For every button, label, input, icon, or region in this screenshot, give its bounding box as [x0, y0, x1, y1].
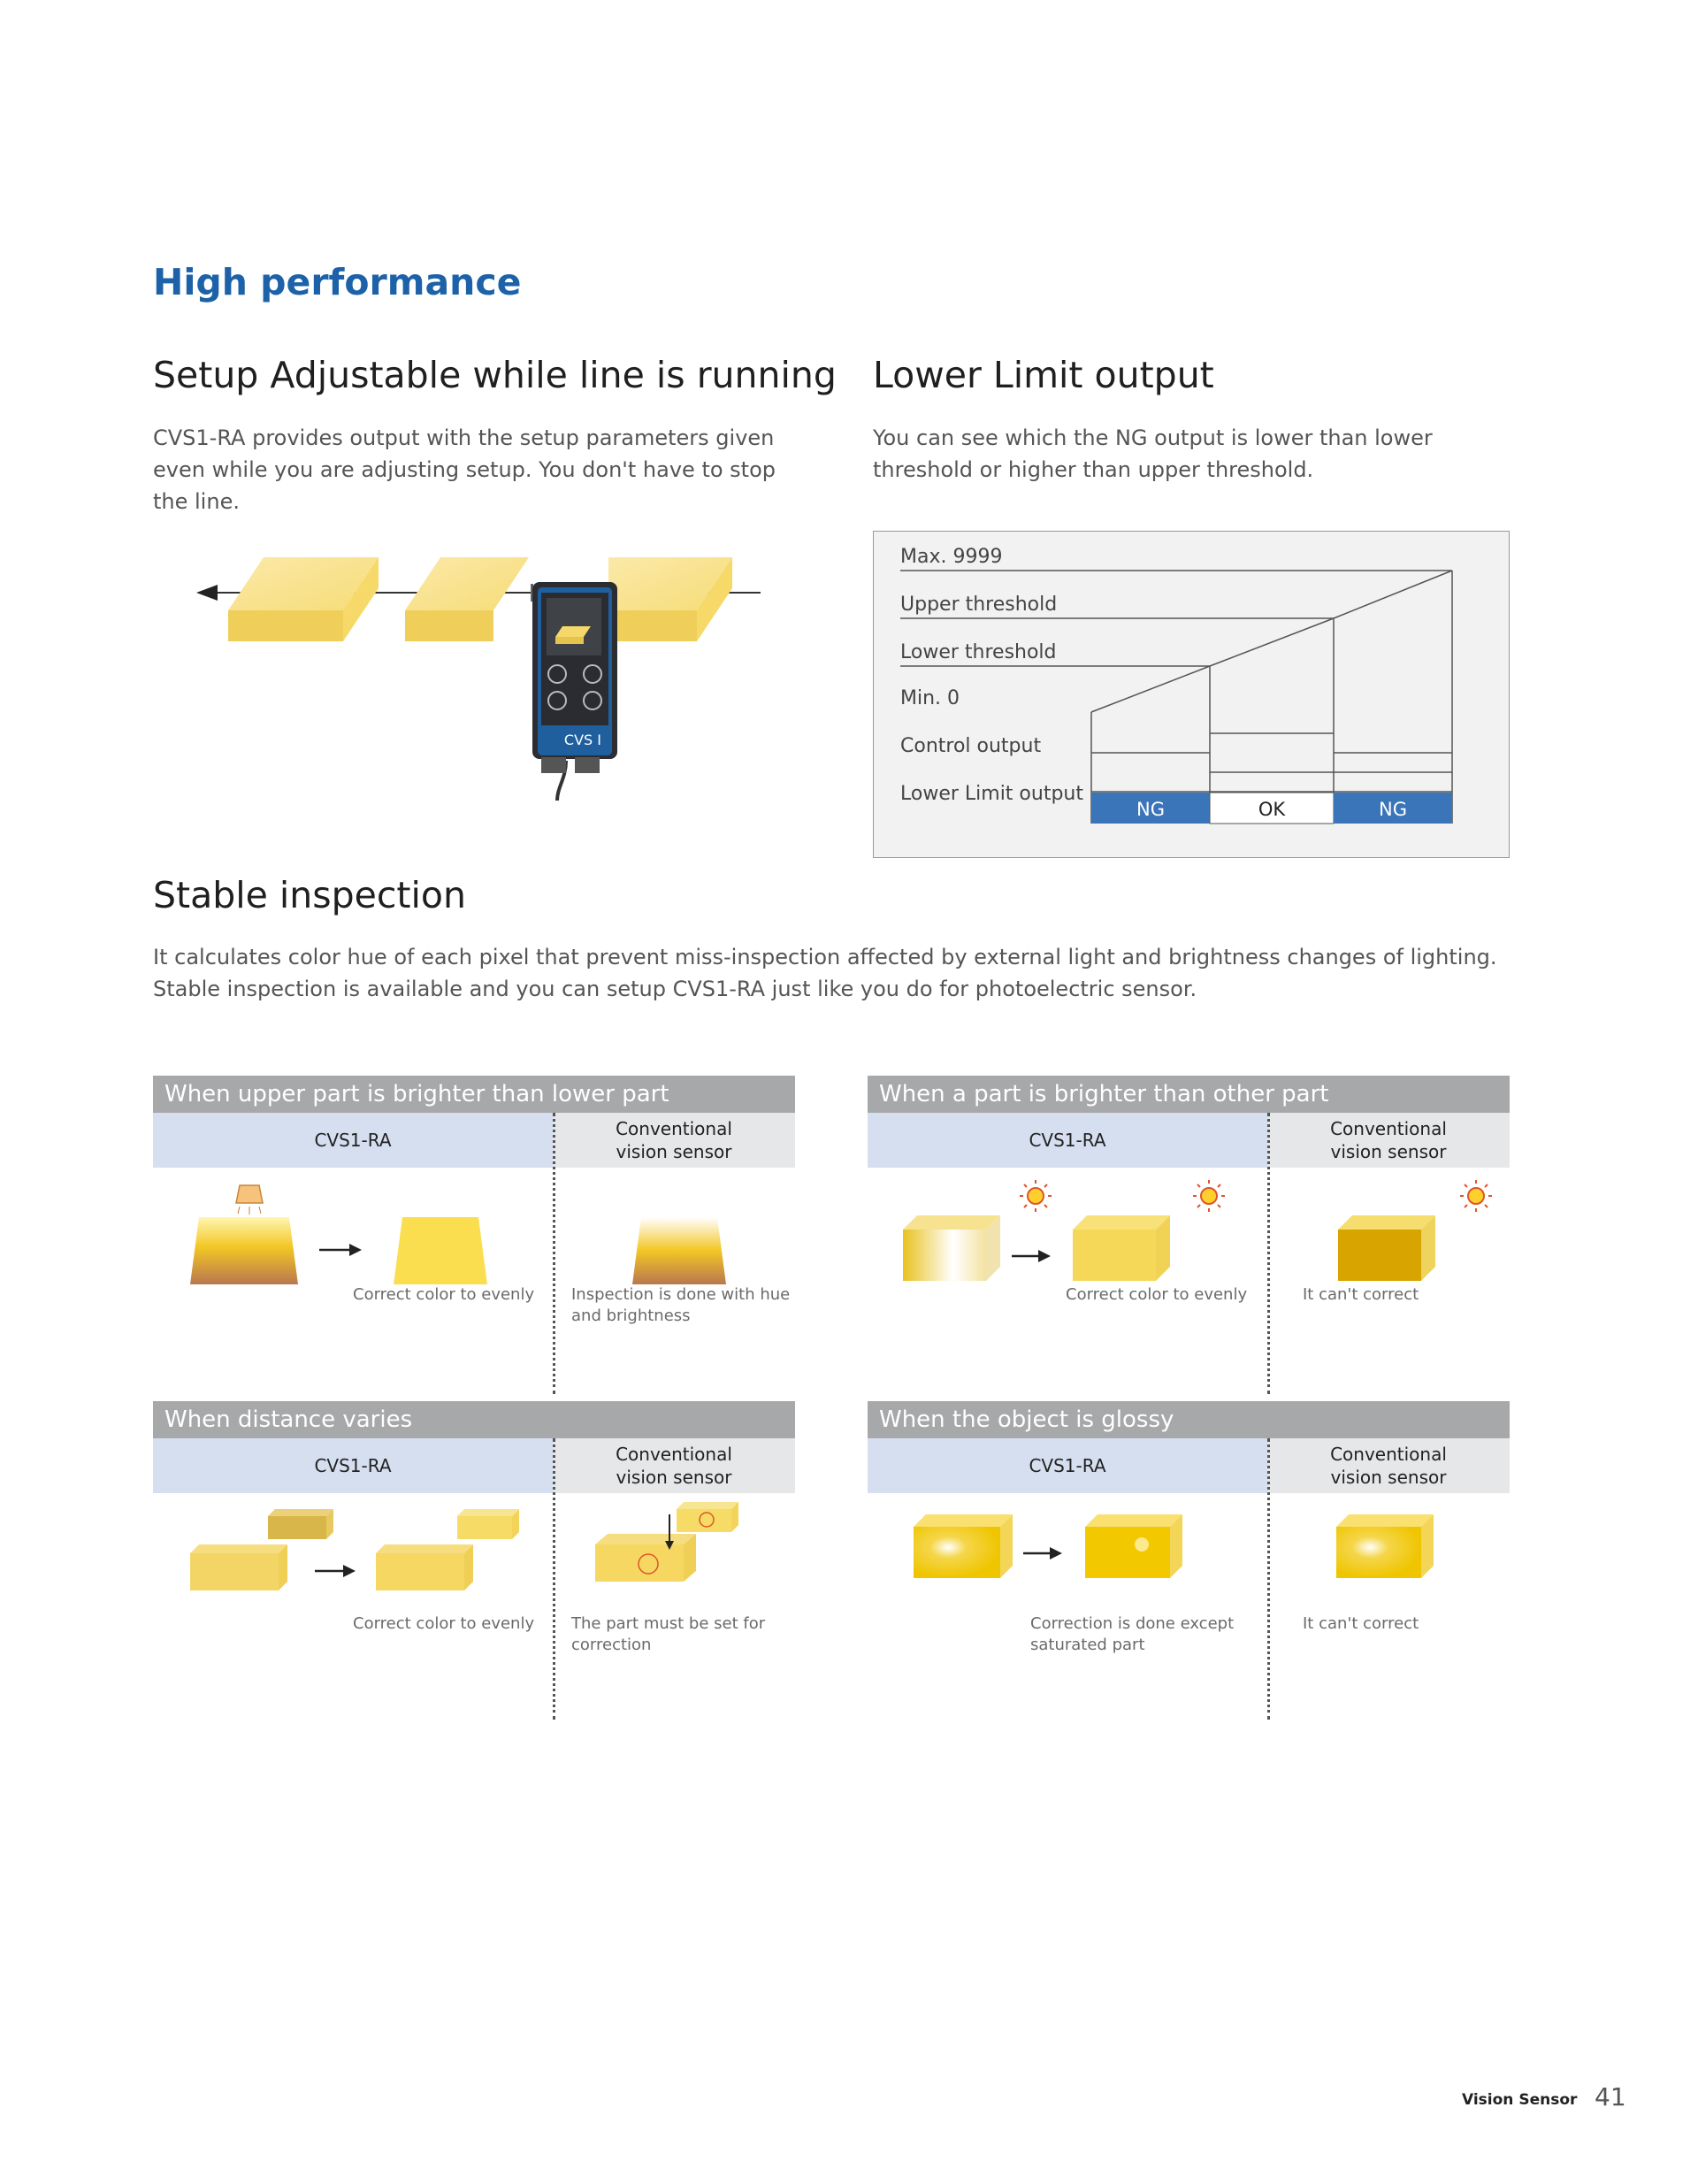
- cube-small: [457, 1509, 519, 1539]
- min-label: Min. 0: [900, 687, 960, 709]
- conveyor-block: [608, 557, 732, 641]
- lamp-icon: [236, 1185, 263, 1215]
- direction-arrow-icon: [196, 585, 218, 601]
- cvs-column-header: CVS1-RA: [153, 1438, 553, 1493]
- max-label: Max. 9999: [900, 546, 1003, 568]
- arrow-icon: [319, 1244, 362, 1256]
- stable-body: It calculates color hue of each pixel that prevent miss-inspection affected by external light and brightness changes of lighting. Stable inspection is available and you can setup CVS1-RA just like you do for photoelectric sensor.: [153, 945, 1497, 1001]
- cube-glossy: [914, 1514, 1013, 1578]
- panel-title: When the object is glossy: [868, 1401, 1510, 1438]
- panel-distance: [153, 1401, 795, 1720]
- caption-left: Correction is done except saturated part: [1030, 1614, 1235, 1654]
- sun-icon: [1460, 1180, 1492, 1212]
- cube-corrected: [1073, 1215, 1170, 1281]
- panel-title: When a part is brighter than other part: [868, 1076, 1510, 1113]
- lower-limit-diagram: [873, 531, 1510, 858]
- panel-title: When distance varies: [153, 1401, 795, 1438]
- conveyor-block: [405, 557, 529, 641]
- page-number: 41: [1595, 2082, 1626, 2111]
- cvs-column-header: CVS1-RA: [868, 1438, 1267, 1493]
- setup-title: Setup Adjustable while line is running: [153, 354, 837, 396]
- lower-limit-body: You can see which the NG output is lower than lower threshold or higher than upper threshold.: [873, 425, 1433, 482]
- conventional-column-header: Conventional vision sensor: [1267, 1438, 1510, 1493]
- cube-uneven: [903, 1215, 1000, 1281]
- cube-corrected: [1085, 1514, 1182, 1578]
- cvs-column-header: CVS1-RA: [868, 1113, 1267, 1168]
- cube-large: [190, 1544, 287, 1590]
- panel-glossy: [868, 1401, 1510, 1720]
- setup-body: CVS1-RA provides output with the setup parameters given even while you are adjusting setup. You don't have to stop the line.: [153, 425, 776, 514]
- sun-icon: [1193, 1180, 1225, 1212]
- svg-text:OK: OK: [1258, 799, 1286, 820]
- control-output-label: Control output: [900, 735, 1042, 757]
- svg-text:NG: NG: [1379, 799, 1407, 820]
- cvs-device: [531, 582, 617, 801]
- conveyor-illustration: [186, 548, 769, 805]
- caption-left: Correct color to evenly: [353, 1614, 535, 1633]
- panel-title: When upper part is brighter than lower part: [153, 1076, 795, 1113]
- caption-left: Correct color to evenly: [353, 1285, 535, 1304]
- arrow-icon: [315, 1565, 356, 1577]
- panel-upper-brighter: [153, 1076, 795, 1394]
- caption-left: Correct color to evenly: [1066, 1285, 1248, 1304]
- cube-small: [677, 1502, 738, 1532]
- arrow-icon: [1023, 1547, 1062, 1559]
- caption-right: It can't correct: [1303, 1285, 1419, 1304]
- lower-threshold-label: Lower threshold: [900, 641, 1057, 663]
- caption-right: Inspection is done with hue and brightness: [571, 1285, 791, 1325]
- upper-threshold-label: Upper threshold: [900, 594, 1058, 616]
- caption-right: The part must be set for correction: [571, 1614, 766, 1654]
- shape-conventional: [632, 1217, 726, 1284]
- sun-icon: [1020, 1180, 1052, 1212]
- cube-large: [376, 1544, 473, 1590]
- shape-uneven: [190, 1217, 298, 1284]
- caption-right: It can't correct: [1303, 1614, 1419, 1633]
- conveyor-block: [228, 557, 379, 641]
- lower-limit-output-label: Lower Limit output: [900, 783, 1083, 805]
- svg-text:NG: NG: [1136, 799, 1165, 820]
- footer-label: Vision Sensor: [1462, 2091, 1578, 2109]
- stable-title: Stable inspection: [153, 874, 466, 916]
- cube-conventional: [1338, 1215, 1435, 1281]
- cvs-column-header: CVS1-RA: [153, 1113, 553, 1168]
- shape-corrected: [394, 1217, 487, 1284]
- conventional-column-header: Conventional vision sensor: [553, 1438, 795, 1493]
- arrow-icon: [1012, 1250, 1051, 1262]
- cube-conventional: [1336, 1514, 1434, 1578]
- cube-small: [268, 1509, 333, 1539]
- conventional-column-header: Conventional vision sensor: [1267, 1113, 1510, 1168]
- cube-large: [595, 1534, 696, 1582]
- conventional-column-header: Conventional vision sensor: [553, 1113, 795, 1168]
- lower-limit-title: Lower Limit output: [873, 354, 1214, 396]
- device-label: CVS I: [563, 732, 601, 748]
- panel-part-brighter: [868, 1076, 1510, 1394]
- page-heading: High performance: [153, 261, 522, 303]
